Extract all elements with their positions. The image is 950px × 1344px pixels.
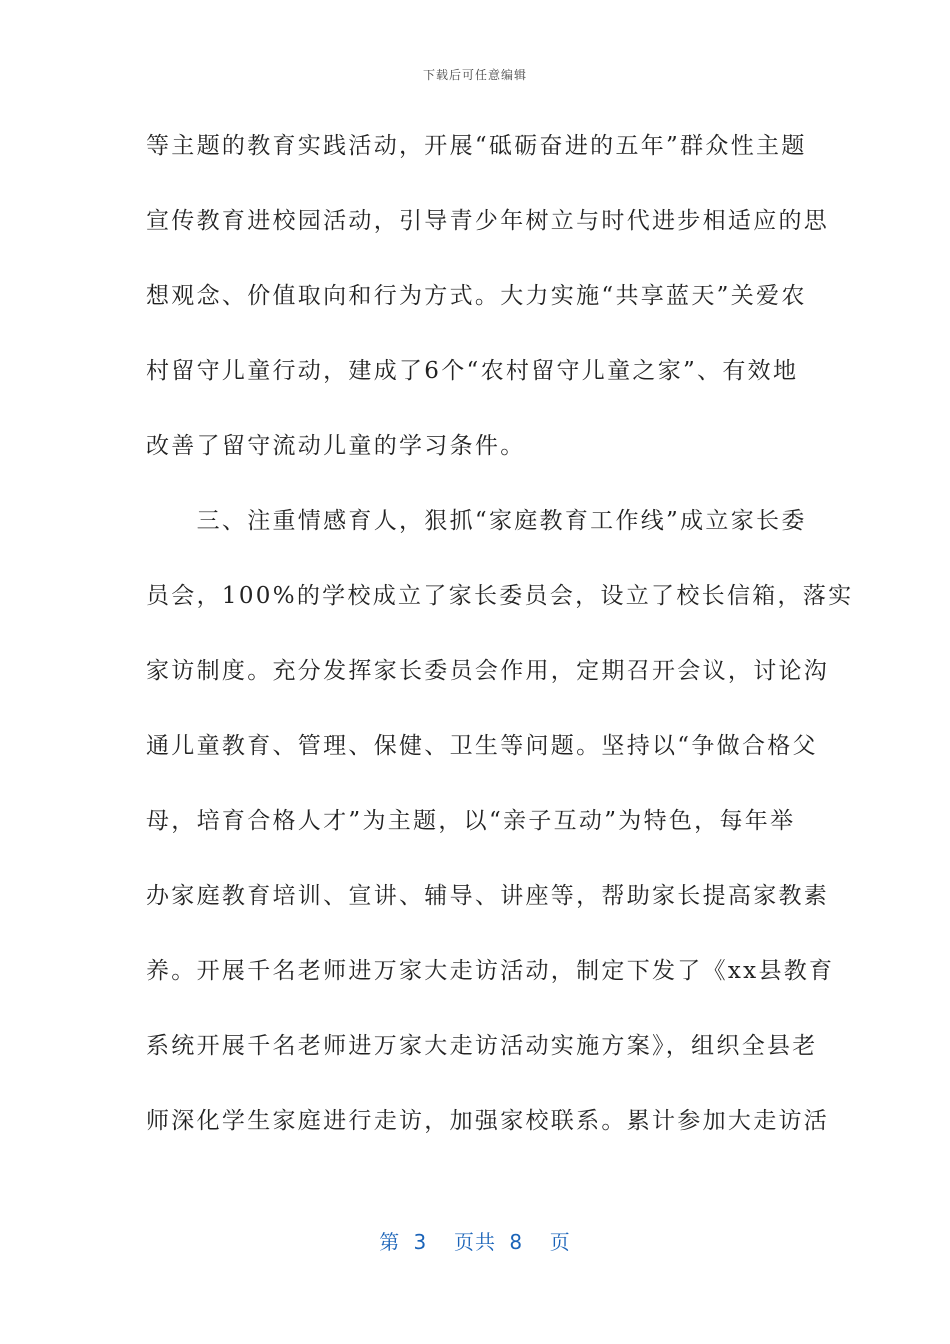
text-line: 母，培育合格人才”为主题，以“亲子互动”为特色，每年举: [146, 808, 796, 834]
text-line: 三、注重情感育人，狠抓“家庭教育工作线”成立家长委: [146, 508, 807, 534]
page-number-footer: [0, 1226, 950, 1255]
text-line: 员会，100%的学校成立了家长委员会，设立了校长信箱，落实: [146, 583, 854, 609]
page-number-label: 第 3 页共 8 页: [379, 1230, 571, 1254]
text-line: 改善了留守流动儿童的学习条件。: [146, 433, 526, 459]
text-line: 等主题的教育实践活动，开展“砥砺奋进的五年”群众性主题: [146, 133, 807, 159]
text-line: 系统开展千名老师进万家大走访活动实施方案》，组织全县老: [146, 1033, 818, 1059]
text-line: 家访制度。充分发挥家长委员会作用，定期召开会议，讨论沟: [146, 658, 830, 684]
page-header-note: 下载后可任意编辑: [422, 68, 527, 82]
document-body: [146, 120, 854, 1170]
text-line: 养。开展千名老师进万家大走访活动，制定下发了《xx县教育: [146, 958, 835, 984]
text-line: 办家庭教育培训、宣讲、辅导、讲座等，帮助家长提高家教素: [146, 883, 830, 909]
text-line: 宣传教育进校园活动，引导青少年树立与时代进步相适应的思: [146, 208, 830, 234]
text-line: 村留守儿童行动，建成了6个“农村留守儿童之家”、有效地: [146, 358, 799, 384]
text-line: 想观念、价值取向和行为方式。大力实施“共享蓝天”关爱农: [146, 283, 807, 309]
text-line: 通儿童教育、管理、保健、卫生等问题。坚持以“争做合格父: [146, 733, 818, 759]
text-line: 师深化学生家庭进行走访，加强家校联系。累计参加大走访活: [146, 1108, 830, 1134]
